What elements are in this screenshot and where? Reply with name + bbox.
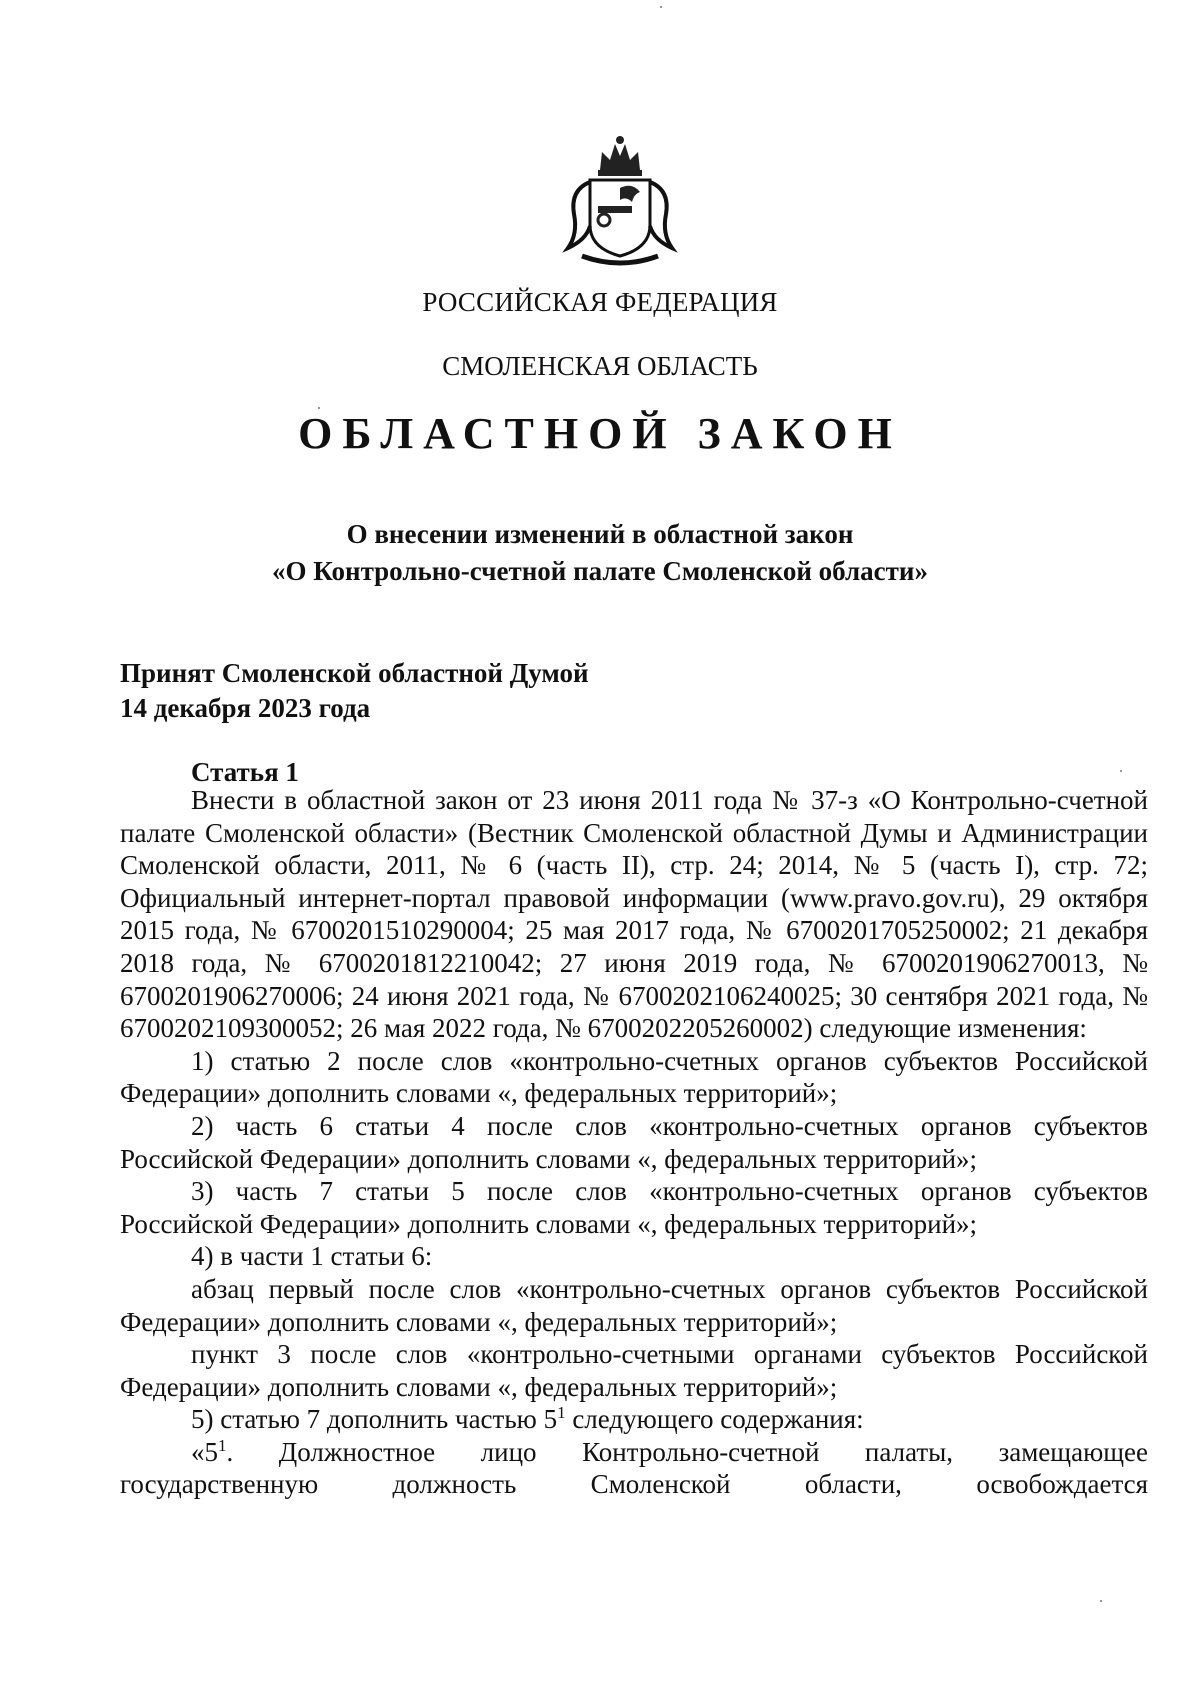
article-paragraph: Внести в областной закон от 23 июня 2011 года № 37-з «О Контрольно-счетной палате Смоленской области» (Вестник Смоленской областной Думы и Администрации Смоленской области, 2011, № 6 (часть II), стр. 24; 2014, № 5 (часть I), стр. 72; Официальный интернет-портал правовой информации (www.pravo.gov.ru), 29 октября 2015 года, № 6700201510290004; 25 мая 2017 года, № 6700201705250002; 21 декабря 2018 года, № 6700201812210042; 27 июня 2019 года, № 6700201906270013, № 6700201906270006; 24 июня 2021 года, № 6700202106240025; 30 сентября 2021 года, № 6700202109300052; 26 мая 2022 года, № 6700202205260002) следующие изменения: bbox=[120, 785, 1148, 1044]
article-paragraph: абзац первый после слов «контрольно-счетных органов субъектов Российской Федерации» дополнить словами «, федеральных территорий»; bbox=[120, 1273, 1148, 1337]
scan-speck bbox=[660, 6, 662, 8]
scan-speck bbox=[1120, 770, 1122, 772]
coat-of-arms-emblem bbox=[560, 130, 680, 270]
scan-speck bbox=[318, 407, 320, 409]
superscript: 1 bbox=[218, 1435, 227, 1455]
adoption-statement: Принят Смоленской областной Думой bbox=[120, 658, 589, 688]
scan-speck bbox=[1100, 1600, 1102, 1602]
country-heading: РОССИЙСКАЯ ФЕДЕРАЦИЯ bbox=[422, 287, 778, 317]
article-paragraph bbox=[120, 1436, 1148, 1501]
adoption-date: 14 декабря 2023 года bbox=[120, 693, 371, 723]
superscript: 1 bbox=[557, 1403, 566, 1423]
paragraph-text: «5 bbox=[191, 1436, 218, 1467]
article-paragraph bbox=[120, 1403, 1148, 1436]
article-paragraph: 4) в части 1 статьи 6: bbox=[191, 1241, 433, 1272]
article-paragraph: 1) статью 2 после слов «контрольно-счетных органов субъектов Российской Федерации» дополнить словами «, федеральных территорий»; bbox=[120, 1045, 1148, 1109]
paragraph-text: следующего содержания: bbox=[565, 1404, 864, 1435]
law-title-line-2: «О Контрольно-счетной палате Смоленской области» bbox=[272, 556, 928, 586]
article-heading: Статья 1 bbox=[191, 757, 299, 787]
article-body bbox=[120, 784, 1148, 1501]
region-heading: СМОЛЕНСКАЯ ОБЛАСТЬ bbox=[442, 351, 758, 381]
article-paragraph: 2) часть 6 статьи 4 после слов «контрольно-счетных органов субъектов Российской Федерации» дополнить словами «, федеральных территорий»; bbox=[120, 1110, 1148, 1174]
article-paragraph: пункт 3 после слов «контрольно-счетными органами субъектов Российской Федерации» дополнить словами «, федеральных территорий»; bbox=[120, 1339, 1148, 1402]
document-type-heading: ОБЛАСТНОЙ ЗАКОН bbox=[298, 409, 902, 458]
paragraph-text: . Должностное лицо Контрольно-счетной палаты, замещающее государственную должность Смоленской области, освобождается bbox=[120, 1436, 1148, 1500]
article-paragraph: 3) часть 7 статьи 5 после слов «контрольно-счетных органов субъектов Российской Федерации» дополнить словами «, федеральных территорий»; bbox=[120, 1176, 1148, 1239]
law-title-line-1: О внесении изменений в областной закон bbox=[346, 519, 854, 549]
paragraph-text: 5) статью 7 дополнить частью 5 bbox=[191, 1404, 558, 1435]
